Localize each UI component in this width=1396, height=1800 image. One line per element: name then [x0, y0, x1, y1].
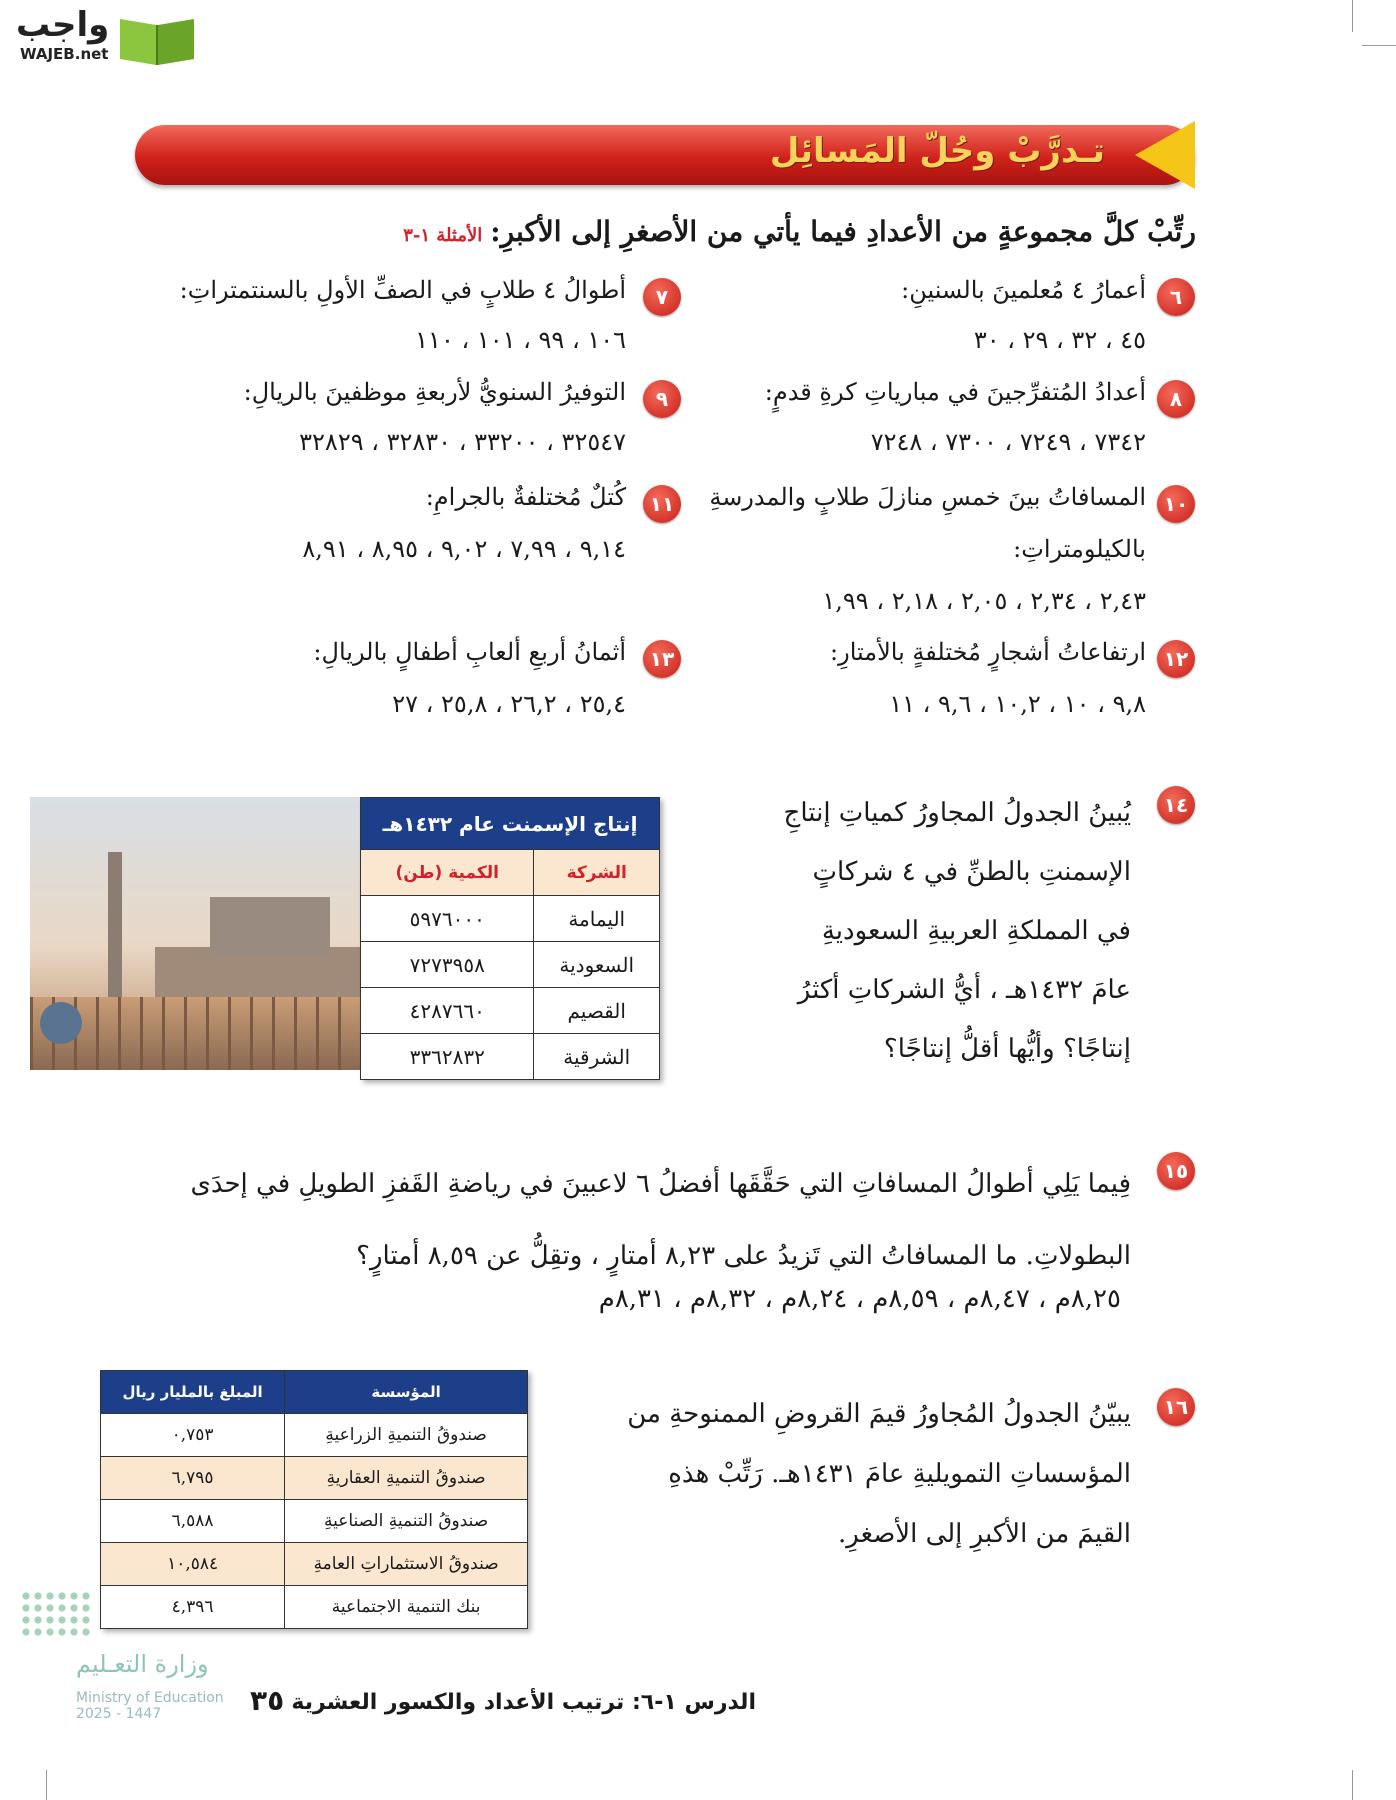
problem-number: ٧ [643, 278, 681, 316]
problem-16-text: يبيّنُ الجدولُ المُجاورُ قيمَ القروضِ الممنوحةِ من المؤسساتِ التمويليةِ عامَ ١٤٣١هـ. رَتِّبْ هذهِ القيمَ من الأكبرِ إلى الأصغرِ. [627, 1399, 1131, 1549]
crop-mark [1362, 45, 1396, 46]
page-number: ٣٥ [250, 1684, 285, 1717]
problem-8-values: ٧٣٤٢ ، ٧٢٤٩ ، ٧٣٠٠ ، ٧٢٤٨ [870, 428, 1146, 456]
ministry-watermark: Ministry of Education 2025 - 1447 [76, 1690, 224, 1722]
problem-number: ١٥ [1157, 1152, 1195, 1190]
problem-number: ٩ [643, 380, 681, 418]
triangle-icon [1135, 121, 1195, 189]
section-banner [135, 125, 1195, 185]
wajeb-logo[interactable]: واجب WAJEB.net [10, 5, 190, 67]
column-header: المبلغ بالمليار ريال [101, 1371, 285, 1414]
table-caption: إنتاج الإسمنت عام ١٤٣٢هـ [361, 798, 660, 850]
crop-mark [1352, 1770, 1353, 1800]
problem-15-text: فِيما يَلِي أطوالُ المسافاتِ التي حَقَّقَها أفضلُ ٦ لاعبينَ في رياضةِ القَفزِ الطويلِ في إحدَى البطولاتِ. ما المسافاتُ التي تَزيدُ على ٨,٢٣ أمتارٍ ، وتقِلُّ عن ٨,٥٩ أمتارٍ؟ [190, 1169, 1131, 1271]
cement-production-table [360, 797, 660, 1080]
problem-13-values: ٢٥,٤ ، ٢٦,٢ ، ٢٥,٨ ، ٢٧ [392, 690, 626, 718]
table-row: صندوقُ الاستثماراتِ العامةِ ١٠,٥٨٤ [101, 1543, 528, 1586]
problem-7-text: أطوالُ ٤ طلابٍ في الصفِّ الأولِ بالسنتمتراتِ: [179, 276, 626, 304]
table-row: السعودية ٧٢٧٣٩٥٨ [361, 942, 660, 988]
problem-6-text: أعمارُ ٤ مُعلمينَ بالسنينِ: [901, 276, 1146, 304]
problem-number: ١٢ [1157, 640, 1195, 678]
table-row: صندوقُ التنميةِ الصناعيةِ ٦,٥٨٨ [101, 1500, 528, 1543]
problem-9-values: ٣٢٥٤٧ ، ٣٣٢٠٠ ، ٣٢٨٣٠ ، ٣٢٨٢٩ [299, 428, 626, 456]
table-row: الشرقية ٣٣٦٢٨٣٢ [361, 1034, 660, 1080]
examples-reference: الأمثلة ١-٣ [403, 225, 483, 246]
problem-number: ٦ [1157, 278, 1195, 316]
crop-mark [46, 1770, 47, 1800]
table-row: بنك التنمية الاجتماعية ٤,٣٩٦ [101, 1586, 528, 1629]
problem-12-text: ارتفاعاتُ أشجارٍ مُختلفةٍ بالأمتارِ: [830, 638, 1146, 666]
lesson-title: الدرس ١-٦: ترتيب الأعداد والكسور العشرية [291, 1690, 756, 1715]
problem-number: ١٠ [1157, 485, 1195, 523]
table-row: اليمامة ٥٩٧٦٠٠٠ [361, 896, 660, 942]
problem-7-values: ١٠٦ ، ٩٩ ، ١٠١ ، ١١٠ [415, 326, 626, 354]
problem-9-text: التوفيرُ السنويُّ لأربعةِ موظفينَ بالريالِ: [243, 378, 626, 406]
problem-11-values: ٩,١٤ ، ٧,٩٩ ، ٩,٠٢ ، ٨,٩٥ ، ٨,٩١ [302, 535, 626, 563]
table-row: القصيم ٤٢٨٧٦٦٠ [361, 988, 660, 1034]
problem-number: ١١ [643, 485, 681, 523]
column-header: المؤسسة [285, 1371, 528, 1414]
problem-10-text: المسافاتُ بينَ خمسِ منازلَ طلابٍ والمدرسةِ [709, 483, 1146, 511]
problem-11-text: كُتلٌ مُختلفةٌ بالجرامِ: [425, 483, 626, 511]
section-title: تـدرَّبْ وحُلّ المَسائِل [769, 131, 1105, 171]
problem-number: ١٣ [643, 640, 681, 678]
problem-14-text: يُبينُ الجدولُ المجاورُ كمياتِ إنتاجِ الإسمنتِ بالطنِّ في ٤ شركاتٍ في المملكةِ العربيةِ السعوديةِ عامَ ١٤٣٢هـ ، أيُّ الشركاتِ أكثرُ إنتاجًا؟ وأيُّها أقلُّ إنتاجًا؟ [783, 798, 1131, 1064]
problem-number: ١٤ [1157, 786, 1195, 824]
table-row: صندوقُ التنميةِ الزراعيةِ ٠,٧٥٣ [101, 1414, 528, 1457]
problem-12-values: ٩,٨ ، ١٠ ، ١٠,٢ ، ٩,٦ ، ١١ [889, 690, 1146, 718]
loans-table [100, 1370, 528, 1629]
cement-factory-photo [30, 797, 360, 1070]
problem-10-values: ٢,٤٣ ، ٢,٣٤ ، ٢,٠٥ ، ٢,١٨ ، ١,٩٩ [822, 587, 1146, 615]
column-header: الشركة [534, 850, 660, 896]
problem-10-text-line2: بالكيلومتراتِ: [1013, 535, 1146, 563]
crop-mark [1352, 0, 1353, 32]
problem-13-text: أثمانُ أربعِ ألعابِ أطفالٍ بالريالِ: [313, 638, 626, 666]
instruction: رتِّبْ كلَّ مجموعةٍ من الأعدادِ فيما يأتي من الأصغرِ إلى الأكبرِ:الأمثلة ١-٣ [403, 215, 1196, 248]
problem-8-text: أعدادُ المُتفرِّجينَ في مبارياتِ كرةِ قدمٍ: [764, 378, 1146, 406]
problem-15-values: ٨,٢٥م ، ٨,٤٧م ، ٨,٥٩م ، ٨,٢٤م ، ٨,٣٢م ، ٨,٣١م [598, 1284, 1121, 1314]
problem-number: ٨ [1157, 380, 1195, 418]
column-header: الكمية (طن) [361, 850, 534, 896]
book-icon [118, 11, 196, 67]
table-row: صندوقُ التنميةِ العقاريةِ ٦,٧٩٥ [101, 1457, 528, 1500]
problem-6-values: ٤٥ ، ٣٢ ، ٢٩ ، ٣٠ [973, 326, 1146, 354]
ministry-logo-dots [20, 1590, 92, 1638]
ministry-name-arabic: وزارة التعـليم [76, 1650, 209, 1678]
problem-number: ١٦ [1157, 1388, 1195, 1426]
